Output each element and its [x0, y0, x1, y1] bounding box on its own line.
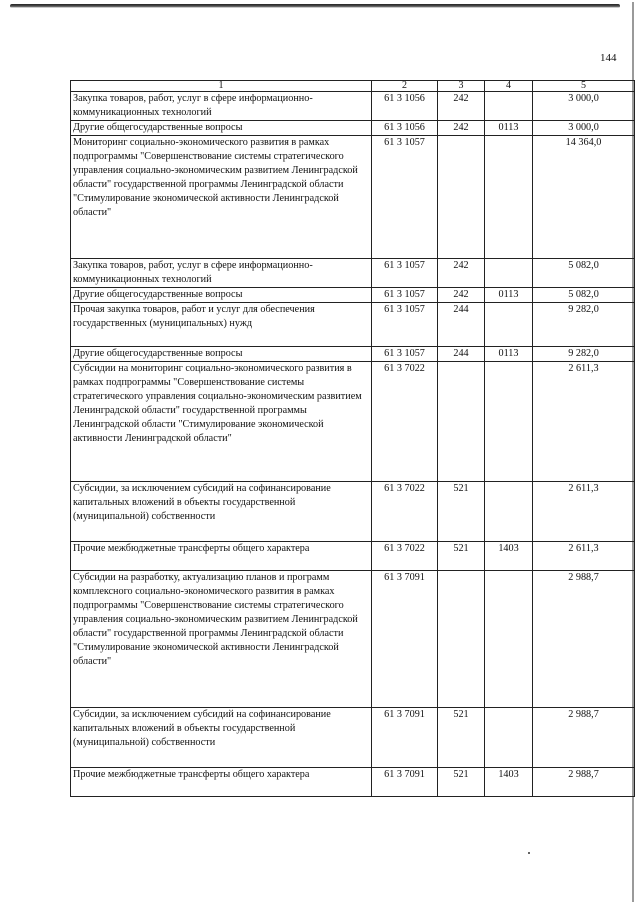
row-expense-type: 521 [438, 542, 485, 571]
row-expense-type: 242 [438, 259, 485, 288]
row-name: Субсидии, за исключением субсидий на софинансирование капитальных вложений в объекты государственной (муниципальной) собственности [71, 482, 372, 542]
table-row [71, 362, 635, 482]
row-section: 0113 [485, 288, 533, 303]
row-expense-type [438, 362, 485, 482]
row-code: 61 3 7091 [372, 708, 438, 768]
table-row [71, 121, 635, 136]
row-code: 61 3 7091 [372, 768, 438, 797]
row-name: Закупка товаров, работ, услуг в сфере информационно-коммуникационных технологий [71, 92, 372, 121]
row-section [485, 482, 533, 542]
header-cell: 1 [71, 81, 372, 92]
row-name: Мониторинг социально-экономического развития в рамках подпрограммы "Совершенствование системы стратегического управления социально-экономическим развитием Ленинградской области" государственной программы Ленинградской области "Стимулирование экономической активности Ленинградской области" [71, 136, 372, 259]
header-cell: 2 [372, 81, 438, 92]
row-amount: 3 000,0 [533, 92, 635, 121]
row-amount: 2 611,3 [533, 482, 635, 542]
row-expense-type: 521 [438, 482, 485, 542]
table-row [71, 259, 635, 288]
row-section [485, 136, 533, 259]
row-section: 1403 [485, 768, 533, 797]
row-amount: 2 611,3 [533, 362, 635, 482]
row-expense-type [438, 571, 485, 708]
row-code: 61 3 7022 [372, 542, 438, 571]
row-name: Субсидии на разработку, актуализацию планов и программ комплексного социально-экономического развития в рамках подпрограммы "Совершенствование системы стратегического управления социально-экономическим развитием Ленинградской области" государственной программы Ленинградской области "Стимулирование экономической активности Ленинградской области" [71, 571, 372, 708]
row-name: Прочие межбюджетные трансферты общего характера [71, 542, 372, 571]
row-section [485, 92, 533, 121]
row-name: Закупка товаров, работ, услуг в сфере информационно-коммуникационных технологий [71, 259, 372, 288]
row-expense-type: 244 [438, 303, 485, 347]
row-code: 61 3 1057 [372, 288, 438, 303]
row-code: 61 3 1056 [372, 121, 438, 136]
row-amount: 9 282,0 [533, 303, 635, 347]
row-code: 61 3 1057 [372, 259, 438, 288]
row-name: Субсидии, за исключением субсидий на софинансирование капитальных вложений в объекты государственной (муниципальной) собственности [71, 708, 372, 768]
row-code: 61 3 7091 [372, 571, 438, 708]
row-section [485, 259, 533, 288]
row-expense-type: 242 [438, 288, 485, 303]
row-amount: 3 000,0 [533, 121, 635, 136]
row-amount: 9 282,0 [533, 347, 635, 362]
row-amount: 5 082,0 [533, 259, 635, 288]
header-cell: 5 [533, 81, 635, 92]
table-row [71, 542, 635, 571]
row-expense-type: 242 [438, 92, 485, 121]
row-name: Другие общегосударственные вопросы [71, 347, 372, 362]
table-row [71, 136, 635, 259]
row-name: Прочая закупка товаров, работ и услуг для обеспечения государственных (муниципальных) нужд [71, 303, 372, 347]
row-code: 61 3 7022 [372, 362, 438, 482]
row-name: Другие общегосударственные вопросы [71, 288, 372, 303]
page-number: 144 [600, 52, 617, 64]
header-cell: 4 [485, 81, 533, 92]
row-amount: 2 988,7 [533, 571, 635, 708]
row-name: Субсидии на мониторинг социально-экономического развития в рамках подпрограммы "Совершенствование системы стратегического управления социально-экономическим развитием Ленинградской области" государственной программы Ленинградской области "Стимулирование экономической активности Ленинградской области" [71, 362, 372, 482]
row-section [485, 303, 533, 347]
row-amount: 2 988,7 [533, 708, 635, 768]
row-expense-type [438, 136, 485, 259]
row-section: 0113 [485, 347, 533, 362]
row-expense-type: 242 [438, 121, 485, 136]
row-code: 61 3 1057 [372, 136, 438, 259]
scan-speck [528, 852, 530, 854]
row-amount: 5 082,0 [533, 288, 635, 303]
row-expense-type: 244 [438, 347, 485, 362]
row-section [485, 362, 533, 482]
table-row [71, 92, 635, 121]
row-section: 1403 [485, 542, 533, 571]
table-row [71, 303, 635, 347]
table-header-row [71, 81, 635, 92]
row-expense-type: 521 [438, 768, 485, 797]
row-name: Другие общегосударственные вопросы [71, 121, 372, 136]
row-name: Прочие межбюджетные трансферты общего характера [71, 768, 372, 797]
table-row [71, 347, 635, 362]
table-row [71, 288, 635, 303]
row-expense-type: 521 [438, 708, 485, 768]
table-row [71, 768, 635, 797]
row-amount: 2 988,7 [533, 768, 635, 797]
table-row [71, 482, 635, 542]
row-code: 61 3 7022 [372, 482, 438, 542]
row-section [485, 708, 533, 768]
row-code: 61 3 1057 [372, 303, 438, 347]
row-code: 61 3 1057 [372, 347, 438, 362]
table-row [71, 708, 635, 768]
row-section [485, 571, 533, 708]
row-amount: 2 611,3 [533, 542, 635, 571]
row-code: 61 3 1056 [372, 92, 438, 121]
header-cell: 3 [438, 81, 485, 92]
table-row [71, 571, 635, 708]
scan-edge-top [10, 4, 620, 8]
row-section: 0113 [485, 121, 533, 136]
budget-table [70, 80, 635, 797]
row-amount: 14 364,0 [533, 136, 635, 259]
